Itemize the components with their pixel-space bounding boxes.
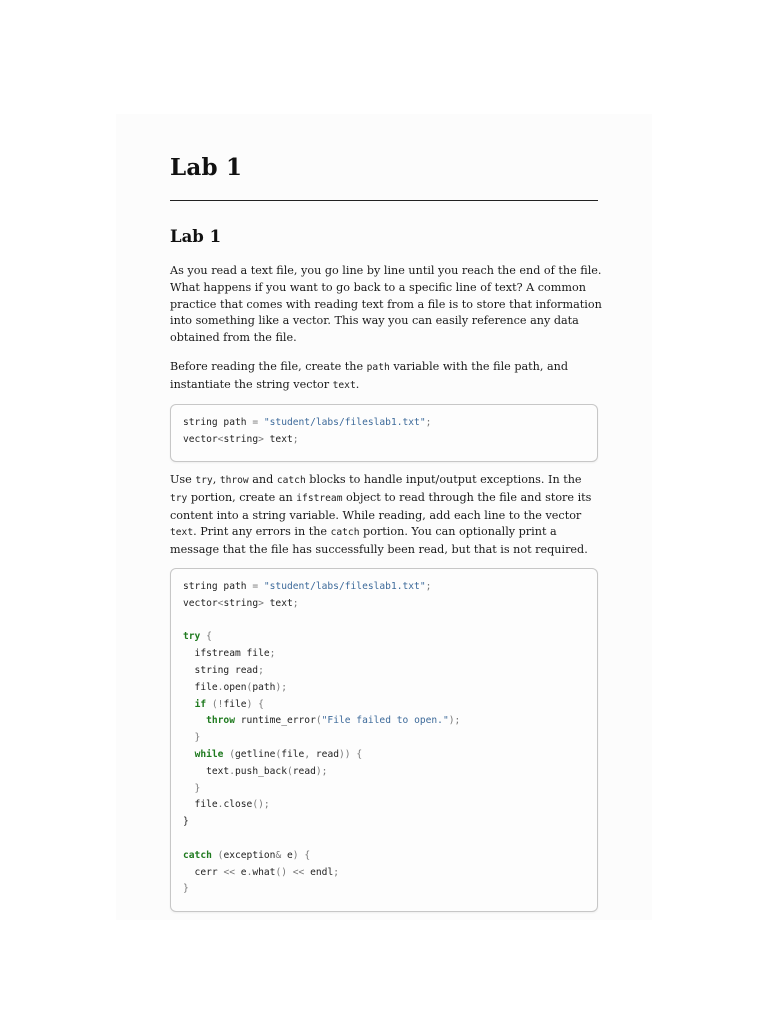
- inline-code: ifstream: [296, 492, 343, 504]
- inline-code: try: [195, 475, 213, 486]
- inline-code: try: [170, 492, 188, 504]
- document-page: [116, 114, 652, 920]
- inline-code: path: [366, 362, 390, 373]
- setup-paragraph: Before reading the file, create the path variable with the file path, and instantiate the string vector text.: [170, 360, 569, 391]
- page-title: Lab 1: [170, 154, 243, 181]
- inline-code: throw: [219, 475, 249, 486]
- inline-code: catch: [330, 527, 360, 539]
- title-divider: [170, 200, 598, 201]
- intro-paragraph: As you read a text file, you go line by line until you reach the end of the file. What happens if you want to go back to a specific line of text? A common practice that comes with reading text from a file is to store that information into something like a vector. This way you can easily reference any data obtained from the file.: [170, 264, 602, 345]
- inline-code: catch: [276, 475, 306, 486]
- code-listing: string path = "student/labs/fileslab1.txt"; vector<string> text; try { ifstream file; string read; file.open(path); if (!file) { throw runtime_error("File failed to open."); } while (getline(file, read)) { text.push_back(read); } file.close(); } catch (exception& e) { cerr << e.what() << endl; }: [183, 581, 461, 895]
- section-title: Lab 1: [170, 227, 222, 246]
- inline-code: text: [170, 527, 194, 539]
- code-block-1: [170, 404, 598, 462]
- inline-code: text: [332, 379, 356, 391]
- exceptions-paragraph: Use try, throw and catch blocks to handle input/output exceptions. In the try portion, create an ifstream object to read through the file and store its content into a string variable. While reading, add each line to the vector text. Print any errors in the catch portion. You can optionally print a message that the file has successfully been read, but that is not required.: [170, 473, 592, 557]
- code-listing: string path = "student/labs/fileslab1.txt"; vector<string> text;: [183, 417, 432, 445]
- code-block-2: [170, 568, 598, 912]
